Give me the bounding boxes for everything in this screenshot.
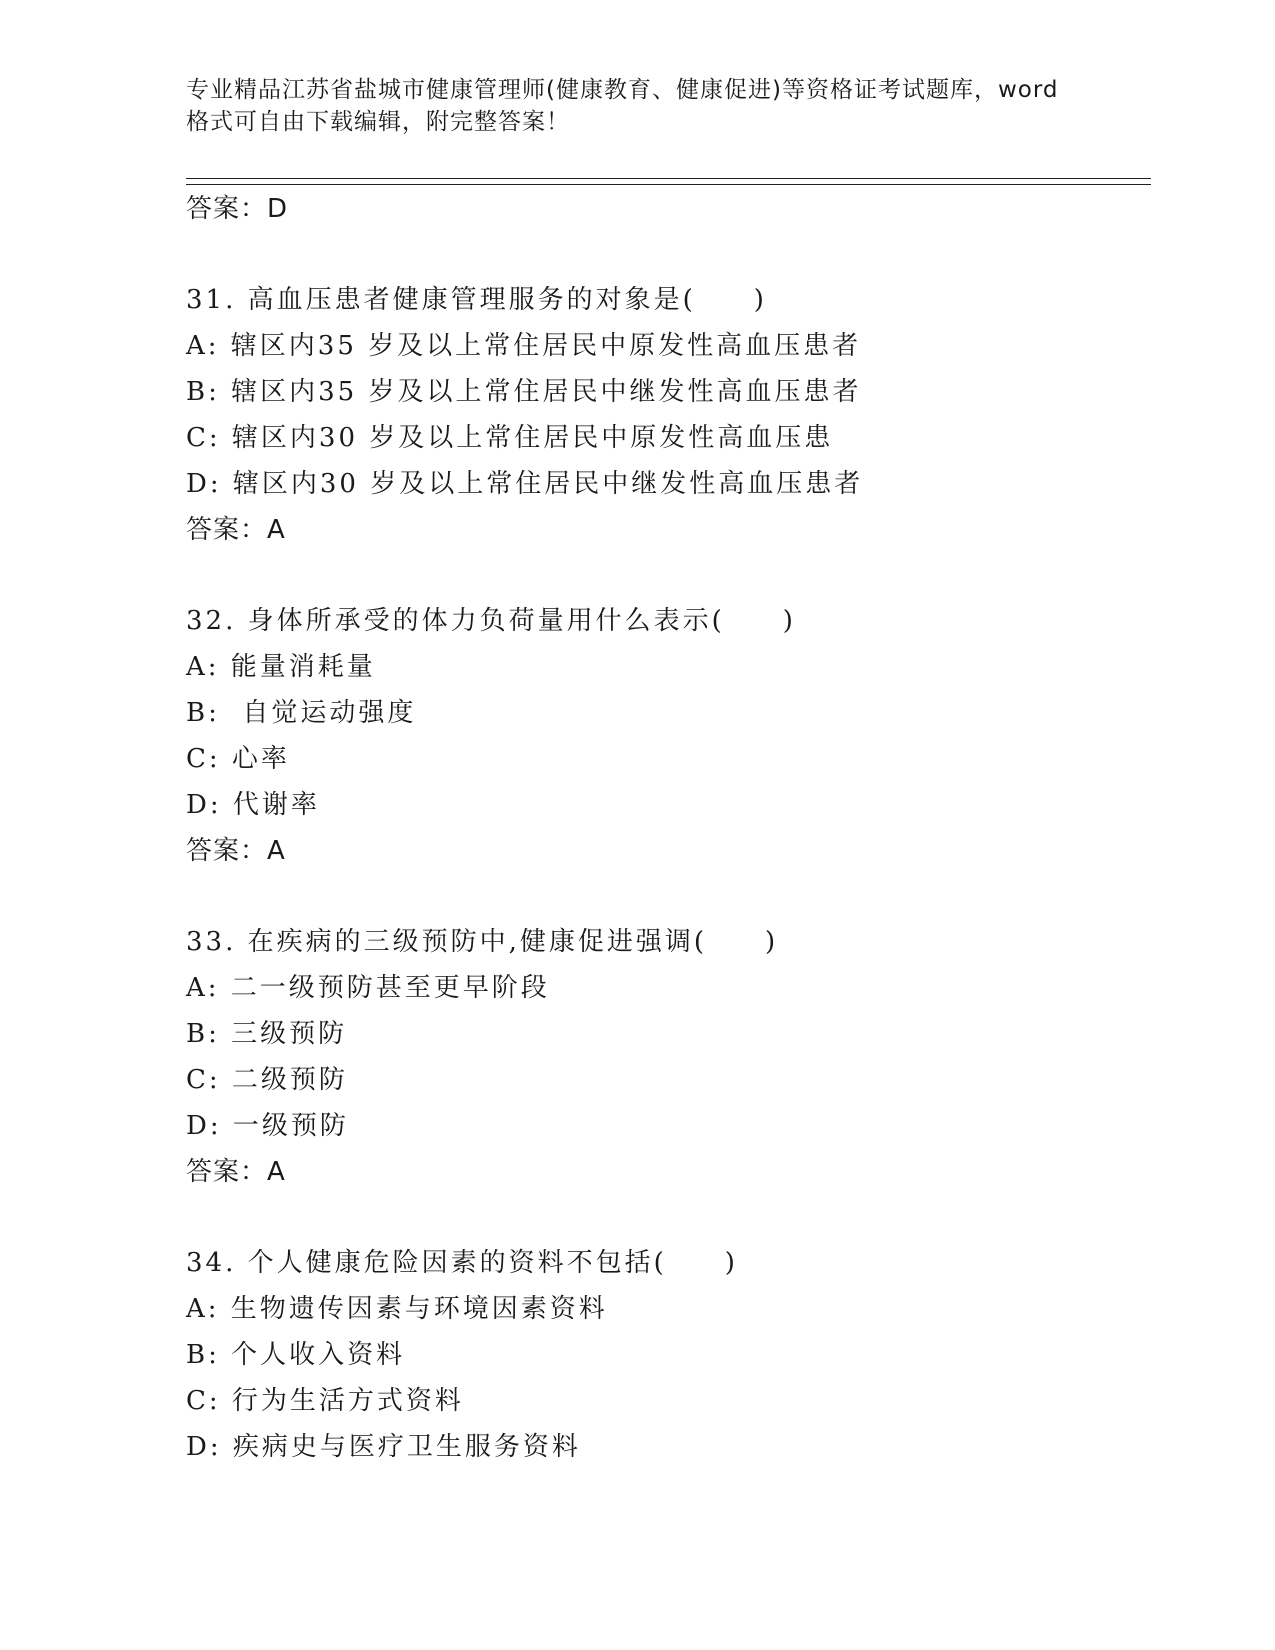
- question-32-option-d: D: 代谢率: [186, 790, 320, 820]
- header-line-2: 格式可自由下载编辑，附完整答案！: [186, 109, 570, 135]
- block-spacer: [186, 1195, 1151, 1240]
- document-header: [186, 74, 1086, 138]
- question-31-option-a: A: 辖区内35 岁及以上常住居民中原发性高血压患者: [186, 331, 862, 361]
- question-33-option-d: D: 一级预防: [186, 1111, 349, 1141]
- block-spacer: [186, 553, 1151, 598]
- question-block-33: [186, 919, 1151, 1195]
- question-31-answer: 答案：A: [186, 515, 286, 545]
- question-31-option-c: C: 辖区内30 岁及以上常住居民中原发性高血压患: [186, 423, 834, 453]
- question-34-text: 34. 个人健康危险因素的资料不包括( ): [186, 1248, 738, 1278]
- question-32-option-b: B: 自觉运动强度: [186, 698, 417, 728]
- question-block-32: [186, 598, 1151, 874]
- question-32-answer: 答案：A: [186, 836, 286, 866]
- header-divider-top: [186, 178, 1151, 179]
- question-32-option-c: C: 心率: [186, 744, 290, 774]
- question-33-answer: 答案：A: [186, 1157, 286, 1187]
- question-33-option-c: C: 二级预防: [186, 1065, 348, 1095]
- question-33-text: 33. 在疾病的三级预防中,健康促进强调( ): [186, 927, 779, 957]
- question-34-option-b: B: 个人收入资料: [186, 1340, 406, 1370]
- question-34-option-d: D: 疾病史与医疗卫生服务资料: [186, 1432, 581, 1462]
- question-34-option-c: C: 行为生活方式资料: [186, 1386, 464, 1416]
- question-block-31: [186, 277, 1151, 553]
- question-32-text: 32. 身体所承受的体力负荷量用什么表示( ): [186, 606, 796, 636]
- block-spacer: [186, 874, 1151, 919]
- question-list: [186, 186, 1151, 1470]
- answer-prev: 答案：D: [186, 194, 289, 224]
- block-spacer: [186, 232, 1151, 277]
- question-31-text: 31. 高血压患者健康管理服务的对象是( ): [186, 285, 767, 315]
- question-33-option-b: B: 三级预防: [186, 1019, 348, 1049]
- question-31-option-d: D: 辖区内30 岁及以上常住居民中继发性高血压患者: [186, 469, 864, 499]
- header-line-1: 专业精品江苏省盐城市健康管理师(健康教育、健康促进)等资格证考试题库，word: [186, 77, 1059, 103]
- question-34-option-a: A: 生物遗传因素与环境因素资料: [186, 1294, 608, 1324]
- question-33-option-a: A: 二一级预防甚至更早阶段: [186, 973, 550, 1003]
- header-divider-bottom: [186, 184, 1151, 185]
- question-block-34: [186, 1240, 1151, 1470]
- question-32-option-a: A: 能量消耗量: [186, 652, 376, 682]
- question-31-option-b: B: 辖区内35 岁及以上常住居民中继发性高血压患者: [186, 377, 862, 407]
